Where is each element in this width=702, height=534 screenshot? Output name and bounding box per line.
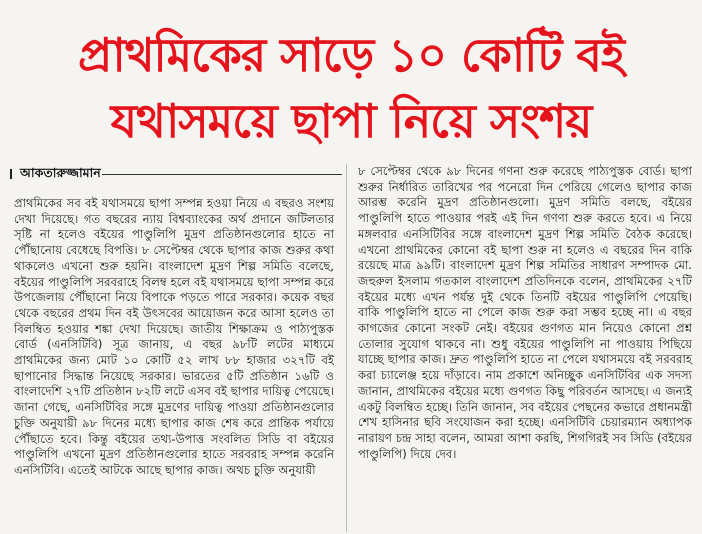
article-text-right: ৮ সেপ্টেম্বর থেকে ৯৮ দিনের গণনা শুরু করেছে পাঠ্যপুস্তক বোর্ড। ছাপা শুরুর নির্ধারিত তারিখের পর পনেরো দিন পেরিয়ে গেলেও ছাপার কাজ আরম্ভ করেনি মুদ্রণ প্রতিষ্ঠানগুলো। মুদ্রণ সমিতি বলছে, বইয়ের পাণ্ডুলিপি হাতে পাওয়ার পরই এই দিন গণণা শুরু করতে হবে। এ নিয়ে মঙ্গলবার এনসিটিবির সঙ্গে বাংলাদেশ মুদ্রণ শিল্প সমিতি বৈঠক করেছে। এখনো প্রাথমিকের কোনো বই ছাপা শুরু না হলেও এ বছরের দিন বাকি রয়েছে মাত্র ৯৯টি। বাংলাদেশ মুদ্রণ শিল্প সমিতির সাধারণ সম্পাদক মো. জহুরুল ইসলাম গতকাল বাংলাদেশ প্রতিদিনকে বলেন, প্রাথমিকের ২৭টি বইয়ের মধ্যে এখন পর্যন্ত দুই থেকে তিনটি বইয়ের পাণ্ডুলিপি পেয়েছি। বাকি পাণ্ডুলিপি হাতে না পেলে কাজ শুরু করা সম্ভব হচ্ছে না। এ বছর কাগজের কোনো সংকট নেই। বইয়ের গুণগত মান নিয়েও কোনো প্রশ্ন তোলার সুযোগ থাকবে না। শুধু বইয়ের পাণ্ডুলিপি না পাওয়ায় পিছিয়ে যাচ্ছে ছাপার কাজ। দ্রুত পাণ্ডুলিপি হাতে না পেলে যথাসময়ে বই সরবরাহ করা চ্যালেঞ্জ হয়ে দাঁড়াবে। নাম প্রকাশে অনিচ্ছুক এনসিটিবির এক সদস্য জানান, প্রাথমিকের বইয়ের মধ্যে গুণগত কিছু পরিবর্তন আসছে। এ জন্যই একটু বিলম্বিত হচ্ছে। তিনি জানান, সব বইয়ের পেছনের কভারে প্রধানমন্ত্রী শেখ হাসিনার ছবি সংযোজন করা হচ্ছে। এনসিটিবি চেয়ারম্যান অধ্যাপক নারায়ণ চন্দ্র সাহা বলেন, আমরা আশা করছি, শিগগিরই সব সিডি (বইয়ের পাণ্ডুলিপি) দিয়ে দেব।	[358, 164, 693, 461]
byline-mark	[10, 169, 18, 179]
article-column-left	[14, 196, 334, 479]
headline-line-1: প্রাথমিকের সাড়ে ১০ কোটি বই	[78, 28, 624, 82]
byline-author: আকতারুজ্জামান	[20, 165, 101, 180]
headline-line-2: যথাসময়ে ছাপা নিয়ে সংশয়	[110, 94, 592, 148]
article-text-left: প্রাথমিকের সব বই যথাসময়ে ছাপা সম্পন্ন হওয়া নিয়ে এ বছরও সংশয় দেখা দিয়েছে। গত বছরের ন্যায় বিশ্বব্যাংকের অর্থ প্রদানে জটিলতার সৃষ্টি না হলেও বইয়ের পাণ্ডুলিপি মুদ্রণ প্রতিষ্ঠানগুলোর হাতে না পৌঁছানোয় বেধেছে বিপত্তি। ৮ সেপ্টেম্বর থেকে ছাপার কাজ শুরুর কথা থাকলেও এখনো শুরু হয়নি। বাংলাদেশ মুদ্রণ শিল্প সমিতি বলেছে, বইয়ের পাণ্ডুলিপি সরবরাহে বিলম্ব হলে বই যথাসময়ে ছাপা সম্পন্ন করে উপজেলায় পৌঁছানো নিয়ে বিপাকে পড়তে পারে সরকার। কয়েক বছর থেকে বছরের প্রথম দিন বই উৎসবের আয়োজন করে আসা হলেও তা বিলম্বিত হওয়ার শঙ্কা দেখা দিয়েছে। জাতীয় শিক্ষাক্রম ও পাঠ্যপুস্তক বোর্ড (এনসিটিবি) সূত্র জানায়, এ বছর ৯৮টি লটের মাধ্যমে প্রাথমিকের জন্য মোট ১০ কোটি ৫২ লাখ ৮৮ হাজার ৩২৭টি বই ছাপানোর সিদ্ধান্ত নিয়েছে সরকার। ভারতের ৫টি প্রতিষ্ঠান ১৬টি ও বাংলাদেশি ২৭টি প্রতিষ্ঠান ৮২টি লটে এসব বই ছাপার দায়িত্ব পেয়েছে। জানা গেছে, এনসিটিবির সঙ্গে মুদ্রণের দায়িত্ব পাওয়া প্রতিষ্ঠানগুলোর চুক্তি অনুযায়ী ৯৮ দিনের মধ্যে ছাপার কাজ শেষ করে প্রান্তিক পর্যায়ে পৌঁছাতে হবে। কিন্তু বইয়ের তথ্য-উপাত্ত সংবলিত সিডি বা বইয়ের পাণ্ডুলিপি এখনো মুদ্রণ প্রতিষ্ঠানগুলোর হাতে সরবরাহ সম্পন্ন করেনি এনসিটিবি। এতেই আটকে আছে ছাপার কাজ। অথচ চুক্তি অনুযায়ী	[14, 196, 334, 477]
byline	[10, 164, 335, 184]
article-column-right	[358, 164, 692, 462]
byline-rule	[102, 174, 342, 175]
headline	[0, 22, 702, 154]
column-divider	[346, 164, 347, 532]
